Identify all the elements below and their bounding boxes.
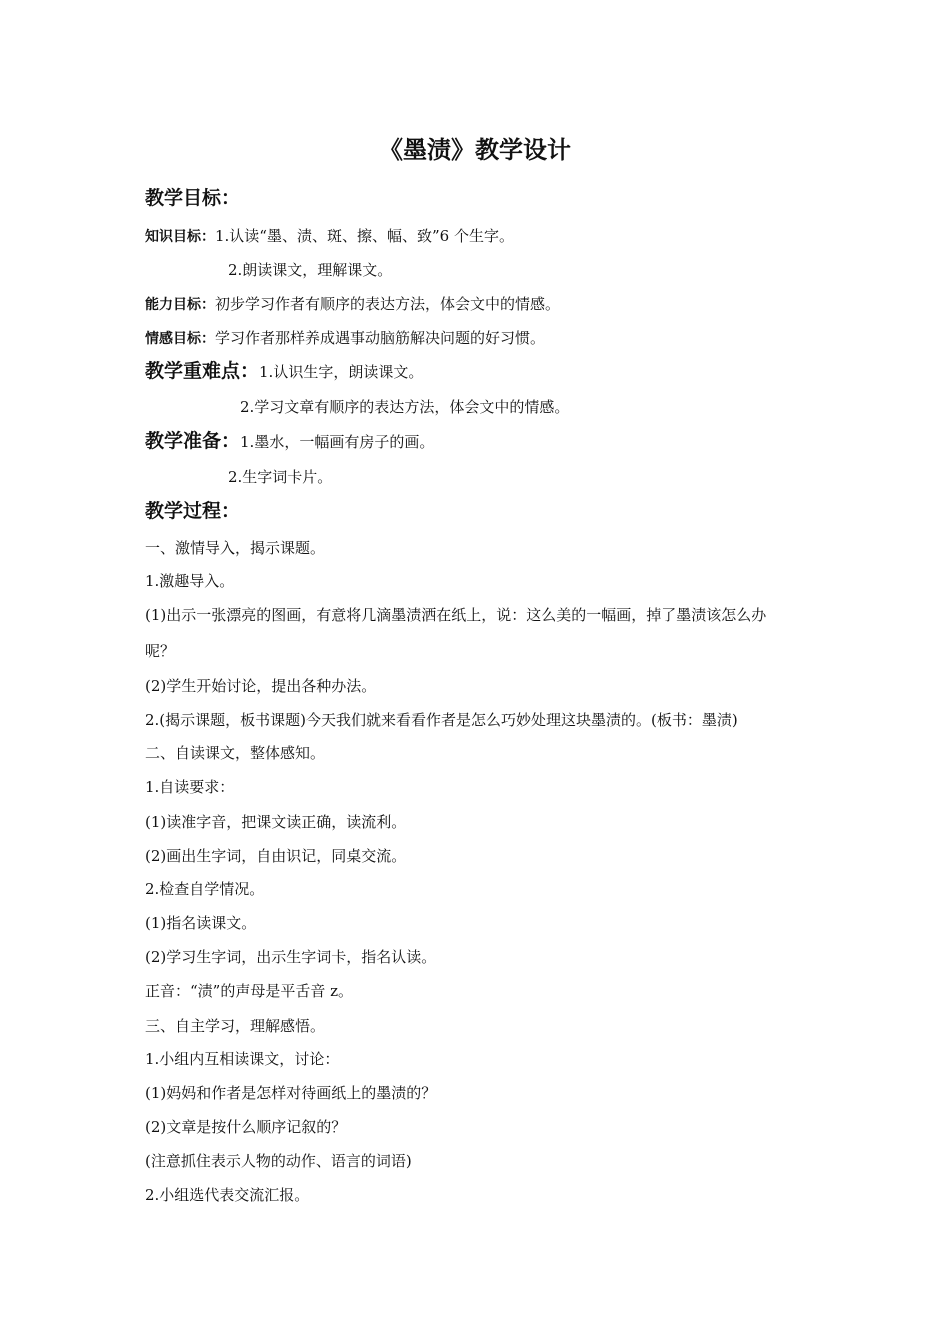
process-line: (1)读准字音，把课文读正确，读流利。 [145, 813, 407, 831]
process-line: 二、自读课文，整体感知。 [145, 744, 326, 762]
ability-text: 初步学习作者有顺序的表达方法，体会文中的情感。 [215, 295, 561, 313]
process-line: 1.自读要求： [145, 778, 235, 796]
process-line: 2.(揭示课题，板书课题)今天我们就来看看作者是怎么巧妙处理这块墨渍的。(板书：墨渍) [145, 711, 738, 729]
key-point-2: 2.学习文章有顺序的表达方法，体会文中的情感。 [240, 398, 570, 416]
knowledge-item-2: 2.朗读课文，理解课文。 [228, 261, 393, 279]
process-line: (1)出示一张漂亮的图画，有意将几滴墨渍洒在纸上，说：这么美的一幅画，掉了墨渍该怎么办 [145, 606, 767, 624]
preparation [145, 429, 434, 454]
emotion-label: 情感目标： [145, 331, 215, 347]
process-line: (2)画出生字词，自由识记，同桌交流。 [145, 847, 407, 865]
ability-label: 能力目标： [145, 297, 215, 313]
process-line: (2)学习生字词，出示生字词卡，指名认读。 [145, 948, 437, 966]
process-line: 1.激趣导入。 [145, 572, 235, 590]
objectives-heading: 教学目标： [145, 187, 241, 209]
process-line: (2)学生开始讨论，提出各种办法。 [145, 677, 377, 695]
ability-objective [145, 292, 560, 317]
process-line: 呢？ [145, 642, 176, 660]
process-line: 2.检查自学情况。 [145, 880, 265, 898]
key-point-1: 1.认识生字，朗读课文。 [259, 363, 424, 381]
key-points-heading: 教学重难点： [145, 360, 260, 382]
process-line: 1.小组内互相读课文，讨论： [145, 1050, 340, 1068]
knowledge-objective [145, 224, 514, 249]
process-line: (1)妈妈和作者是怎样对待画纸上的墨渍的？ [145, 1084, 437, 1102]
preparation-heading: 教学准备： [145, 430, 241, 452]
document-title: 《墨渍》教学设计 [379, 136, 571, 164]
process-line: 正音：“渍”的声母是平舌音 z。 [145, 982, 354, 1000]
process-heading: 教学过程： [145, 500, 241, 522]
process-line: (1)指名读课文。 [145, 914, 257, 932]
process-line: 2.小组选代表交流汇报。 [145, 1186, 310, 1204]
emotion-text: 学习作者那样养成遇事动脑筋解决问题的好习惯。 [215, 329, 546, 347]
key-points [145, 359, 423, 384]
process-line: 一、激情导入，揭示课题。 [145, 539, 326, 557]
preparation-item-1: 1.墨水，一幅画有房子的画。 [240, 433, 435, 451]
process-line: (2)文章是按什么顺序记叙的？ [145, 1118, 347, 1136]
knowledge-label: 知识目标： [145, 229, 215, 245]
knowledge-item-1: 1.认读“墨、渍、斑、擦、幅、致”6 个生字。 [215, 227, 514, 245]
process-line: (注意抓住表示人物的动作、语言的词语) [145, 1152, 412, 1170]
emotion-objective [145, 326, 545, 351]
preparation-item-2: 2.生字词卡片。 [228, 468, 333, 486]
process-line: 三、自主学习，理解感悟。 [145, 1017, 326, 1035]
